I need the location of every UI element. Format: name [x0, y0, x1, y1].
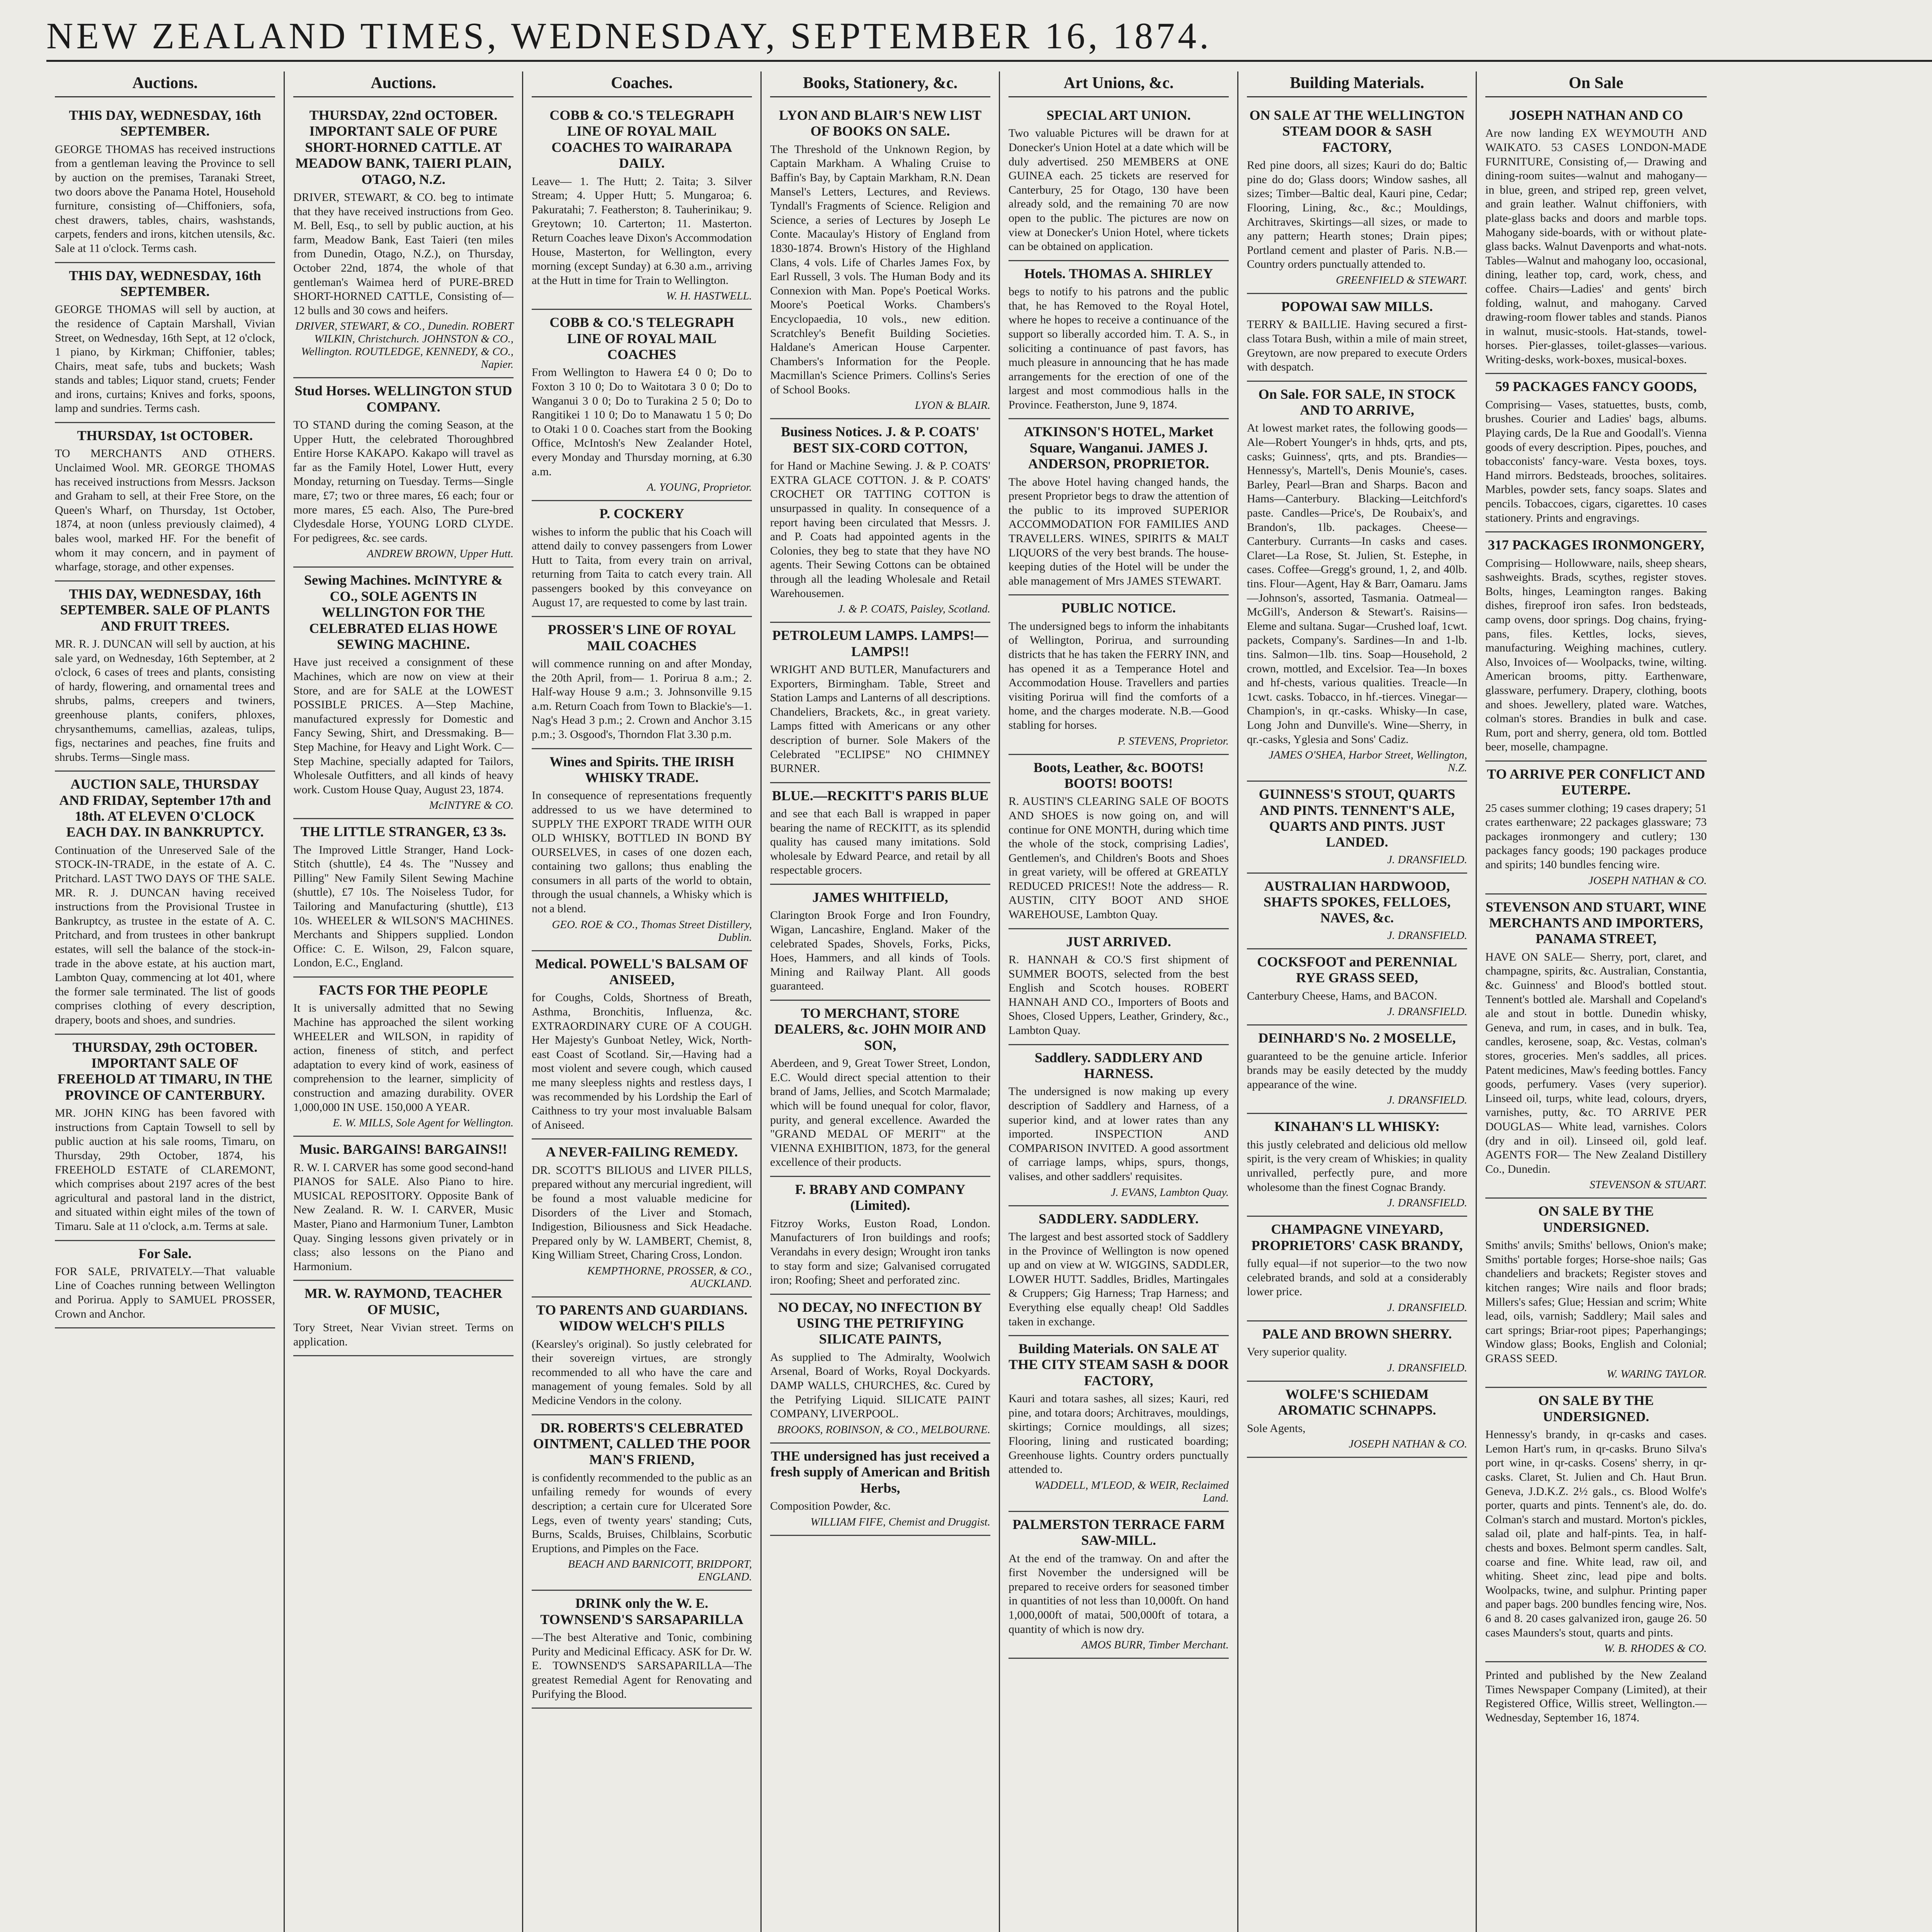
- ad-body: The largest and best assorted stock of Saddlery in the Province of Wellington is now opened up and on view at W. WIGGINS, SADDLER, LOWER HUTT. Saddles, Bridles, Martingales & Cruppers; Gig Harness; Trap Harness; and Everything else equally cheap! Old Saddles taken in exchange.: [1009, 1230, 1229, 1328]
- ad-body: Aberdeen, and 9, Great Tower Street, London, E.C. Would direct special attention to their brand of Jams, Jellies, and Scotch Marmalade; which will be found unequal for color, flavor, purity, and general excellence. Awarded the "GRAND MEDAL OF MERIT" at the VIENNA EXHIBITION, 1873, for the general excellence of their products.: [770, 1057, 990, 1169]
- advertisement: [532, 617, 752, 749]
- advertisement: [770, 1295, 990, 1444]
- advertisement: [55, 423, 275, 582]
- ad-heading: ATKINSON'S HOTEL, Market Square, Wanganui. JAMES J. ANDERSON, PROPRIETOR.: [1024, 424, 1214, 472]
- ad-heading: WOLFE'S SCHIEDAM AROMATIC SCHNAPPS.: [1278, 1386, 1436, 1418]
- advertisement: [532, 1139, 752, 1298]
- advertisement: [293, 978, 514, 1137]
- advertisement: [1247, 874, 1467, 949]
- ad-signature: WILLIAM FIFE, Chemist and Druggist.: [810, 1515, 990, 1528]
- ad-heading: THURSDAY, 29th OCTOBER. IMPORTANT SALE OF FREEHOLD AT TIMARU, IN THE PROVINCE OF CANTERBURY.: [57, 1039, 273, 1103]
- ad-signature: JOSEPH NATHAN & CO.: [1349, 1438, 1467, 1451]
- advertisement: [532, 1591, 752, 1709]
- advertisement: [770, 885, 990, 1001]
- ad-heading: FACTS FOR THE PEOPLE: [319, 982, 488, 998]
- ad-body: Leave— 1. The Hutt; 2. Taita; 3. Silver Stream; 4. Upper Hutt; 5. Mungaroa; 6. Pakuratahi; 7. Featherston; 8. Tauherinikau; 9. Greytown; 10. Carterton; 11. Masterton. Return Coaches leave Dixon's Accommodation House, Masterton, for Wellington, every morning (except Sunday) at 6.30 a.m., arriving at the Hutt in time for Train to Wellington.: [532, 175, 752, 287]
- ad-body: for Hand or Machine Sewing. J. & P. COATS' EXTRA GLACE COTTON. J. & P. COATS' CROCHET OR TATTING COTTON is unsurpassed in quality. In consequence of a report having been circulated that Messrs. J. and P. Coats had appointed agents in the Colonies, they beg to state that they have NO agents. Their Sewing Cottons can be obtained through all the leading Wholesale and Retail Warehousemen.: [770, 459, 990, 600]
- advertisement: [770, 1001, 990, 1177]
- ad-body: guaranteed to be the genuine article. Inferior brands may be easily detected by the muddy appearance of the wine.: [1247, 1049, 1467, 1091]
- ad-signature: A. YOUNG, Proprietor.: [646, 481, 752, 494]
- advertisement: [1485, 103, 1707, 374]
- ad-body: DRIVER, STEWART, & CO. beg to intimate that they have received instructions from Geo. M. Bell, Esq., to sell by public auction, at his farm, Meadow Bank, East Taieri (ten miles from Dunedin, Otago, N.Z.), on Thursday, October 22nd, 1874, the whole of that gentleman's Waimea herd of PURE-BRED SHORT-HORNED CATTLE, Consisting of—12 bulls and 30 cows and heifers.: [293, 190, 514, 317]
- ad-signature: STEVENSON & STUART.: [1589, 1179, 1707, 1191]
- advertisement: [770, 1177, 990, 1295]
- ad-heading: Music. BARGAINS! BARGAINS!!: [299, 1141, 507, 1157]
- ad-signature: J. EVANS, Lambton Quay.: [1111, 1186, 1229, 1199]
- advertisement: [293, 568, 514, 819]
- ad-heading: For Sale.: [138, 1245, 192, 1261]
- ad-body: MR. R. J. DUNCAN will sell by auction, at his sale yard, on Wednesday, 16th September, at 2 o'clock, 6 cases of trees and plants, consisting of hardy, flowering, and ornamental trees and shrubs, palms, creepers and twiners, greenhouse plants, conifers, phloxes, chrysanthemums, camellias, azaleas, tulips, figs, nectarines and peaches, fine fruits and shrubs. Terms—Single mass.: [55, 637, 275, 764]
- ad-heading: POPOWAI SAW MILLS.: [1281, 298, 1433, 314]
- advertisement: [55, 263, 275, 423]
- ad-body: Are now landing EX WEYMOUTH AND WAIKATO. 53 CASES LONDON-MADE FURNITURE, Consisting of,— Drawing and dining-room suites—walnut and mahogany—in blue, green, and striped rep, green velvet, and grain leather. Walnut chiffoniers, with plate-glass backs and doors and marble tops. Mahogany side-boards, with or without plate-glass backs. Walnut Davenports and what-nots. Tables—Walnut and mahogany loo, occasional, dining, leather top, card, work, chess, and coffee. Chairs—Ladies' and gents' birch folding, walnut, and mahogany. Carved drawing-room flower tables and stands. Pianos in walnut, music-stools. Hat-stands, towel-horses. Pier-glasses, toilet-glasses—various. Writing-desks, work-boxes, musical-boxes.: [1485, 127, 1707, 366]
- ad-body: —The best Alterative and Tonic, combining Purity and Medicinal Efficacy. ASK for Dr. W. E. TOWNSEND'S SARSAPARILLA—The greatest Remedial Agent for Renovating and Purifying the Blood.: [532, 1631, 752, 1701]
- ad-heading: MR. W. RAYMOND, TEACHER OF MUSIC,: [304, 1286, 503, 1317]
- printer-imprint: Printed and published by the New Zealand Times Newspaper Company (Limited), at their Registered Office, Willis street, Wellington.—Wednesday, September 16, 1874.: [1485, 1669, 1707, 1724]
- ad-body: In consequence of representations frequently addressed to us we have determined to SUPPLY THE EXPORT TRADE WITH OUR OLD WHISKY, BOTTLED IN BOND BY OURSELVES, in cases of one dozen each, containing two gallons; thus enabling the consumers in all parts of the world to obtain, through the usual channels, a Whisky which is not a blend.: [532, 789, 752, 915]
- advertisement: [1247, 382, 1467, 782]
- ad-heading: F. BRABY AND COMPANY (Limited).: [795, 1181, 966, 1213]
- advertisement: [55, 772, 275, 1034]
- ad-heading: THIS DAY, WEDNESDAY, 16th SEPTEMBER. SALE OF PLANTS AND FRUIT TREES.: [60, 586, 270, 634]
- ad-heading: ON SALE AT THE WELLINGTON STEAM DOOR & SASH FACTORY,: [1249, 107, 1465, 155]
- advertisement: [55, 1035, 275, 1241]
- ad-heading: PETROLEUM LAMPS. LAMPS!—LAMPS!!: [772, 628, 988, 659]
- ad-body: will commence running on and after Monday, the 20th April, from— 1. Porirua 8 a.m.; 2. Half-way House 9 a.m.; 3. Johnsonville 9.15 a.m. Return Coach from Town to Blackie's—1. Nag's Head 3 p.m.; 2. Crown and Anchor 3.15 p.m.; 3. Osgood's, Thorndon Flat 3.30 p.m.: [532, 657, 752, 741]
- ad-body: At the end of the tramway. On and after the first November the undersigned will be prepared to receive orders for seasoned timber in quantities of not less than 10,000ft. On hand 1,000,000ft of matai, 500,000ft of totara, a quantity of which is now dry.: [1009, 1552, 1229, 1636]
- ad-body: The Threshold of the Unknown Region, by Captain Markham. A Whaling Cruise to Baffin's Bay, by Captain Markham, R.N. Dean Mansel's Letters, Lectures, and Reviews. Tyndall's Fragments of Science. Religion and Science, a series of Lectures by Joseph Le Conte. Macaulay's History of England from 1830-1874. Brown's History of the Highland Clans, 4 vols. Life of Charles James Fox, by Earl Russell, 3 vols. The Human Body and its Connexion with Man. Pope's Poetical Works. Moore's Poetical Works. Chambers's Encyclopaedia, 10 vols., new edition. Scratchley's Benefit Building Societies. Haldane's American House Carpenter. Chambers's Information for the People. Macmillan's Science Primers. Collins's Series of School Books.: [770, 143, 990, 396]
- advertisement: [55, 1241, 275, 1329]
- ad-body: Hennessy's brandy, in qr-casks and cases. Lemon Hart's rum, in qr-casks. Bruno Silva's port wine, in qr-casks. Cosens' sherry, in qr-casks. Claret, St. Julien and Ch. Haut Brun. Geneva, J.D.K.Z. 2½ gals., cs. Blood Wolfe's porter, quarts and pints. Tennent's ale, do. do. Colman's starch and mustard. Morton's pickles, salad oil, plate and half-pints. Tea, in half-chests and boxes. Belmont sperm candles. Salt, coarse and fine. White lead, raw oil, and whiting. Sheet zinc, lead pipe and bolts. Woolpacks, twine, and sulphur. Printing paper and paper bags. 200 bundles fencing wire, Nos. 6 and 8. 20 cases galvanized iron, gauge 26. 50 cases Maunders's stout, quarts and pints.: [1485, 1428, 1707, 1639]
- ad-signature: J. DRANSFIELD.: [1387, 853, 1467, 866]
- ad-signature: W. B. RHODES & CO.: [1604, 1642, 1707, 1655]
- ad-body: HAVE ON SALE— Sherry, port, claret, and champagne, spirits, &c. Australian, Constantia, &c. Guinness' and Blood's bottled stout. Tennent's bottled ale. Marshall and Copeland's ale and stout in bottle. Dunedin whisky, Geneva, and rum, in cases, and in bulk. Tea, candles, kerosene, soap, &c. Vestas, colman's stores, groceries. Men's saddles, all prices. Patent medicines, Maw's feeding bottles. Fancy goods, perfumery. Vases (very superior). Linseed oil, turps, white lead, colours, dryers, varnishes, putty, &c. TO ARRIVE PER DOUGLAS— White lead, varnishes. Colors (dry and in oil). Linseed oil, gold leaf. AGENTS FOR— The New Zealand Distillery Co., Dunedin.: [1485, 950, 1707, 1175]
- advertisement: [532, 1415, 752, 1591]
- advertisement: [1247, 1114, 1467, 1217]
- ad-heading: STEVENSON AND STUART, WINE MERCHANTS AND IMPORTERS, PANAMA STREET,: [1485, 899, 1707, 947]
- ad-heading: THURSDAY, 22nd OCTOBER. IMPORTANT SALE OF PURE SHORT-HORNED CATTLE. AT MEADOW BANK, TAIERI PLAIN, OTAGO, N.Z.: [295, 107, 512, 187]
- ad-heading: 317 PACKAGES IRONMONGERY,: [1488, 537, 1704, 553]
- ad-body: TO STAND during the coming Season, at the Upper Hutt, the celebrated Thoroughbred Entire Horse KAKAPO. Kakapo will travel as far as the Family Hotel, Lower Hutt, every Monday, returning on Tuesday. Terms—Single mare, £7; two or three mares, £6 each; four or more mares, £5 each. Also, The Pure-bred Clydesdale Horse, YOUNG LORD CLYDE. For pedigrees, &c. see cards.: [293, 418, 514, 544]
- ad-signature: ANDREW BROWN, Upper Hutt.: [367, 548, 514, 560]
- ad-body: Red pine doors, all sizes; Kauri do do; Baltic pine do do; Glass doors; Window sashes, all sizes; Timber—Baltic deal, Kauri pine, Cedar; Flooring, Lining, &c., &c.; Mouldings, Architraves, Skirtings—all sizes, or made to any pattern; Hearth stones; Drain pipes; Portland cement and plaster of Paris. N.B.—Country orders punctually attended to.: [1247, 159, 1467, 271]
- ad-heading: P. COCKERY: [599, 506, 684, 522]
- ad-signature: E. W. MILLS, Sole Agent for Wellington.: [333, 1117, 514, 1129]
- advertisement: [1009, 1512, 1229, 1659]
- ad-body: GEORGE THOMAS has received instructions from a gentleman leaving the Province to sell by auction on the premises, Taranaki Street, two doors above the Panama Hotel, Household furniture, consisting of—Chiffoniers, sofa, chest drawers, tables, chairs, washstands, carpets, fenders and irons, kitchen utensils, &c. Sale at 11 o'clock. Terms cash.: [55, 143, 275, 255]
- ad-body: Very superior quality.: [1247, 1345, 1347, 1359]
- ad-body: Continuation of the Unreserved Sale of the STOCK-IN-TRADE, in the estate of A. C. Pritchard. LAST TWO DAYS OF THE SALE. MR. R. J. DUNCAN having received instructions from the Provisional Trustee in Bankruptcy, as trustee in the estate of A. C. Pritchard, and from trustees in other bankrupt estates, will sell the balance of the stock-in-trade in the above estate, at his auction mart, Lambton Quay, commencing at lot 401, where the former sale terminated. The list of goods comprises clothing of every description, drapery, boots and shoes, and sundries.: [55, 844, 275, 1026]
- column-heading: Coaches.: [532, 71, 752, 97]
- ad-body: Canterbury Cheese, Hams, and BACON.: [1247, 989, 1437, 1002]
- ad-heading: TO PARENTS AND GUARDIANS. WIDOW WELCH'S PILLS: [536, 1302, 748, 1334]
- advertisement: [293, 103, 514, 378]
- advertisement: [1009, 1336, 1229, 1512]
- ad-body: R. HANNAH & CO.'S first shipment of SUMMER BOOTS, selected from the best English and Scotch houses. ROBERT HANNAH AND CO., Importers of Boots and Shoes, Closed Uppers, Leather, Grindery, &c., Lambton Quay.: [1009, 953, 1229, 1037]
- masthead: [46, 12, 1932, 62]
- ad-heading: THURSDAY, 1st OCTOBER.: [77, 428, 253, 444]
- ad-heading: PALMERSTON TERRACE FARM SAW-MILL.: [1012, 1516, 1225, 1548]
- ad-body: TO MERCHANTS AND OTHERS. Unclaimed Wool. MR. GEORGE THOMAS has received instructions from Messrs. Jackson and Graham to sell, at their Free Store, on the Queen's Wharf, on Thursday, 1st October, 1874, at noon (unless previously claimed), 4 bales wool, marked HF. For the benefit of whom it may concern, and in payment of wharfage, storage, and other expenses.: [55, 447, 275, 573]
- advertisement: [1485, 374, 1707, 532]
- advertisement: [770, 419, 990, 623]
- column-heading: Auctions.: [55, 71, 275, 97]
- advertisement: [1485, 895, 1707, 1199]
- ad-body: R. W. I. CARVER has some good second-hand PIANOS for SALE. Also Piano to hire. MUSICAL REPOSITORY. Opposite Bank of New Zealand. R. W. I. CARVER, Music Master, Piano and Harmonium Tuner, Lambton Quay. Singing lessons given privately or in class; also lessons on the Piano and Harmonium.: [293, 1161, 514, 1273]
- columns: [46, 71, 1932, 1932]
- advertisement: [1009, 103, 1229, 261]
- ad-heading: ON SALE BY THE UNDERSIGNED.: [1538, 1203, 1654, 1235]
- advertisement: [293, 378, 514, 568]
- advertisement: [532, 1298, 752, 1415]
- ad-heading: Saddlery. SADDLERY AND HARNESS.: [1034, 1049, 1203, 1081]
- ad-heading: DEINHARD'S No. 2 MOSELLE,: [1258, 1030, 1456, 1046]
- ad-heading: CHAMPAGNE VINEYARD, PROPRIETORS' CASK BRANDY,: [1251, 1221, 1463, 1253]
- ad-heading: Hotels. THOMAS A. SHIRLEY: [1024, 265, 1213, 281]
- ad-heading: Sewing Machines. McINTYRE & CO., SOLE AGENTS IN WELLINGTON FOR THE CELEBRATED ELIAS HOWE SEWING MACHINE.: [304, 572, 503, 652]
- ad-body: The undersigned begs to inform the inhabitants of Wellington, Porirua, and surrounding districts that he has taken the FERRY INN, and has opened it as a Temperance Hotel and Accommodation House. Travellers and parties visiting Porirua will find the comforts of a home, and the charges moderate. N.B.—Good stabling for horses.: [1009, 619, 1229, 731]
- advertisement: [770, 1444, 990, 1536]
- ad-body: begs to notify to his patrons and the public that, he has Removed to the Royal Hotel, where he hopes to receive a continuance of the support so liberally accorded him. T. A. S., in soliciting a continuance of past favors, has much pleasure in announcing that he has made arrangements for the erection of one of the largest and most commodious halls in the Province. Featherston, June 9, 1874.: [1009, 285, 1229, 411]
- ad-body: Tory Street, Near Vivian street. Terms on application.: [293, 1321, 514, 1348]
- ad-heading: DR. ROBERTS'S CELEBRATED OINTMENT, CALLED THE POOR MAN'S FRIEND,: [533, 1420, 751, 1468]
- advertisement: [1009, 1045, 1229, 1206]
- ad-body: and see that each Ball is wrapped in paper bearing the name of RECKITT, as its splendid quality has caused many imitations. Sold wholesale by Edward Pearce, and retail by all respectable grocers.: [770, 807, 990, 877]
- ad-body: fully equal—if not superior—to the two now celebrated brands, and sold at a considerably lower price.: [1247, 1257, 1467, 1298]
- advertisement: [532, 501, 752, 617]
- ad-body: TERRY & BAILLIE. Having secured a first-class Totara Bush, within a mile of main street, Greytown, are now prepared to execute Orders with despatch.: [1247, 318, 1467, 374]
- ad-heading: On Sale. FOR SALE, IN STOCK AND TO ARRIVE,: [1258, 386, 1456, 418]
- advertisement: [1247, 1217, 1467, 1321]
- column-heading: Building Materials.: [1247, 71, 1467, 97]
- ad-heading: AUCTION SALE, THURSDAY AND FRIDAY, September 17th and 18th. AT ELEVEN O'CLOCK EACH DAY. IN BANKRUPTCY.: [59, 776, 271, 840]
- ad-body: Comprising— Hollowware, nails, sheep shears, sashweights. Brads, scythes, register stoves. Bolts, hinges, Leamington ranges. Baking dishes, fireproof iron safes. Iron bedsteads, camp ovens, door springs. Dog chains, frying-pans, files. Kettles, locks, sieves, manufacturing. Weighing machines, cutlery. Also, Invoices of— Woolpacks, twine, wilting. American brooms, pitty. Earthenware, glassware, perfumery. Drapery, clothing, boots and shoes. Jewellery, plated ware. Watches, colman's stores. Brandies in bulk and case. Rum, port and sherry, genera, old tom. Bottled beer, moselle, champagne.: [1485, 556, 1707, 753]
- ad-signature: W. WARING TAYLOR.: [1606, 1368, 1707, 1381]
- ad-signature: GEO. ROE & CO., Thomas Street Distillery, Dublin.: [552, 918, 752, 944]
- advertisement: [1485, 1388, 1707, 1662]
- ad-body: Fitzroy Works, Euston Road, London. Manufacturers of Iron buildings and roofs; Verandahs in every design; Wrought iron tanks to stay form and size; Galvanised corrugated iron; Roofing; Sheet and perforated zinc.: [770, 1217, 990, 1287]
- ad-heading: SPECIAL ART UNION.: [1046, 107, 1191, 123]
- ad-signature: JAMES O'SHEA, Harbor Street, Wellington, N.Z.: [1269, 749, 1467, 774]
- ad-heading: ON SALE BY THE UNDERSIGNED.: [1538, 1393, 1654, 1424]
- ad-signature: J. DRANSFIELD.: [1387, 1361, 1467, 1374]
- advertisement: [1009, 929, 1229, 1045]
- advertisement: [1247, 1382, 1467, 1458]
- ad-signature: McINTYRE & CO.: [429, 799, 514, 812]
- ad-body: 25 cases summer clothing; 19 cases drapery; 51 crates earthenware; 22 packages glassware; 73 packages ironmongery and cutlery; 130 packages fancy goods; 190 packages produce and spirits; 140 bundles fencing wire.: [1485, 801, 1707, 871]
- ad-heading: PROSSER'S LINE OF ROYAL MAIL COACHES: [548, 622, 736, 653]
- ad-heading: Business Notices. J. & P. COATS' BEST SIX-CORD COTTON,: [781, 424, 980, 456]
- ad-body: this justly celebrated and delicious old mellow spirit, is the very cream of Whiskies; in quality unrivalled, perfectly pure, and more wholesome than the finest Cognac Brandy.: [1247, 1138, 1467, 1194]
- advertisement: [1247, 1321, 1467, 1382]
- ad-heading: Boots, Leather, &c. BOOTS! BOOTS! BOOTS!: [1033, 759, 1204, 791]
- ad-signature: J. DRANSFIELD.: [1387, 1197, 1467, 1209]
- column-7: [1477, 71, 1715, 1932]
- ad-body: FOR SALE, PRIVATELY.—That valuable Line of Coaches running between Wellington and Porirua. Apply to SAMUEL PROSSER, Crown and Anchor.: [55, 1265, 275, 1320]
- ad-heading: JAMES WHITFIELD,: [812, 889, 948, 905]
- ad-heading: AUSTRALIAN HARDWOOD, SHAFTS SPOKES, FELLOES, NAVES, &c.: [1263, 878, 1451, 926]
- ad-body: R. AUSTIN'S CLEARING SALE OF BOOTS AND SHOES is now going on, and will continue for ONE MONTH, during which time the whole of the stock, comprising Ladies', Gentlemen's, and Children's Boots and Shoes in great variety, will be offered at GREATLY REDUCED PRICES!! Note the address— R. AUSTIN, CITY BOOT AND SHOE WAREHOUSE, Lambton Quay.: [1009, 795, 1229, 921]
- ad-heading: JOSEPH NATHAN AND CO: [1509, 107, 1683, 123]
- ad-heading: BLUE.—RECKITT'S PARIS BLUE: [772, 787, 989, 803]
- advertisement: [770, 623, 990, 783]
- ad-heading: TO ARRIVE PER CONFLICT AND EUTERPE.: [1487, 766, 1705, 798]
- column-heading: Books, Stationery, &c.: [770, 71, 990, 97]
- ad-body: GEORGE THOMAS will sell by auction, at the residence of Captain Marshall, Vivian Street, on Wednesday, 16th Sept, at 12 o'clock, 1 piano, by Kirkman; Chiffonier, tables; Chairs, meat safe, tubs and buckets; Wash stands and tables; Liquor stand, cruets; Fender and irons, curtains; Knives and forks, spoons, lamp and sundries. Terms cash.: [55, 303, 275, 415]
- ad-signature: BROOKS, ROBINSON, & CO., MELBOURNE.: [777, 1423, 990, 1436]
- ad-body: Clarington Brook Forge and Iron Foundry, Wigan, Lancashire, England. Maker of the celebrated Spades, Shovels, Forks, Picks, Hoes, Hammers, and all kinds of Tools. Mining and Railway Plant. All goods guaranteed.: [770, 909, 990, 993]
- ad-heading: THE undersigned has just received a fresh supply of American and British Herbs,: [770, 1448, 990, 1496]
- column-6: [1238, 71, 1477, 1932]
- ad-heading: COBB & CO.'S TELEGRAPH LINE OF ROYAL MAIL COACHES: [549, 315, 734, 362]
- ad-heading: Building Materials. ON SALE AT THE CITY STEAM SASH & DOOR FACTORY,: [1009, 1341, 1229, 1388]
- advertisement: [1009, 419, 1229, 595]
- advertisement: [770, 103, 990, 419]
- ad-signature: AMOS BURR, Timber Merchant.: [1081, 1639, 1229, 1651]
- ad-body: MR. JOHN KING has been favored with instructions from Captain Towsell to sell by public auction at his sale rooms, Timaru, on Thursday, 29th October, 1874, his FREEHOLD ESTATE of CLAREMONT, which comprises about 2197 acres of the best agricultural and pastoral land in the district, and situated within eight miles of the town of Timaru. Sale at 11 o'clock, a.m. Terms at sale.: [55, 1107, 275, 1233]
- ad-signature: WADDELL, M'LEOD, & WEIR, Reclaimed Land.: [1034, 1479, 1229, 1504]
- advertisement: [1247, 1026, 1467, 1114]
- ad-signature: W. H. HASTWELL.: [666, 290, 752, 303]
- ad-body: Have just received a consignment of these Machines, which are now on view at their Store, and are for SALE at the LOWEST POSSIBLE PRICES. A—Step Machine, manufactured expressly for Domestic and Fancy Sewing, Shirt, and Dressmaking. B—Step Machine, for Heavy and Light Work. C—Step Machine, specially adapted for Tailors, Wholesale Outfitters, and all kinds of heavy work. Custom House Quay, August 23, 1874.: [293, 656, 514, 796]
- ad-body: Smiths' anvils; Smiths' bellows, Onion's make; Smiths' portable forges; Horse-shoe nails; Gas chandeliers and brackets; Register stoves and kitchen ranges; Wire nails and floor brads; Millers's safes; Glue; Hessian and scrim; White lead, oils, varnish; Saddlery; Mail sales and cart springs; Briar-root pipes; Paperhangings; Window glass; Books, English and Colonial; GRASS SEED.: [1485, 1239, 1707, 1365]
- ad-signature: J. DRANSFIELD.: [1387, 929, 1467, 942]
- ad-heading: LYON AND BLAIR'S NEW LIST OF BOOKS ON SALE.: [779, 107, 982, 139]
- ad-heading: KINAHAN'S LL WHISKY:: [1274, 1119, 1440, 1134]
- ad-heading: THE LITTLE STRANGER, £3 3s.: [300, 824, 507, 840]
- advertisement: [1485, 762, 1707, 895]
- ad-body: WRIGHT AND BUTLER, Manufacturers and Exporters, Birmingham. Table, Street and Station Lamps and Lanterns of all descriptions. Chandeliers, Brackets, &c., in great variety. Lamps fitted with Americans or any other description of burner. Sole Makers of the Celebrated "ECLIPSE" NO CHIMNEY BURNER.: [770, 663, 990, 775]
- ad-heading: A NEVER-FAILING REMEDY.: [546, 1144, 738, 1160]
- ad-heading: PUBLIC NOTICE.: [1061, 600, 1176, 616]
- advertisement: [1247, 949, 1467, 1026]
- advertisement: [532, 951, 752, 1140]
- ad-body: From Wellington to Hawera £4 0 0; Do to Foxton 3 10 0; Do to Waitotara 3 0 0; Do to Wanganui 3 0 0; Do to Turakina 2 5 0; Do to Rangitikei 1 10 0; Do to Manawatu 1 5 0; Do to Otaki 1 0 0. Coaches start from the Booking Office, McIntosh's New Zealander Hotel, every Monday and Thursday morning, at 6.30 a.m.: [532, 366, 752, 478]
- advertisement: [293, 1281, 514, 1356]
- ad-heading: DRINK only the W. E. TOWNSEND'S SARSAPARILLA: [540, 1595, 743, 1627]
- ad-signature: KEMPTHORNE, PROSSER, & CO., AUCKLAND.: [587, 1264, 752, 1290]
- ad-signature: P. STEVENS, Proprietor.: [1117, 735, 1229, 747]
- ad-body: for Coughs, Colds, Shortness of Breath, Asthma, Bronchitis, Influenza, &c. EXTRAORDINARY CURE OF A COUGH. Her Majesty's Gunboat Netley, Wick, North-east Coast of Scotland. Sir,—Having had a most violent and severe cough, which caused me many sleepless nights and restless days, I was recommended by his Lordship the Earl of Caithness to try your most invaluable Balsam of Aniseed.: [532, 991, 752, 1131]
- advertisement: [532, 749, 752, 951]
- ad-body: Kauri and totara sashes, all sizes; Kauri, red pine, and totara doors; Architraves, mouldings, skirtings; Cornice mouldings, all sizes; Flooring, lining and rusticated boarding; Greenhouse lights. Country orders punctually attended to.: [1009, 1392, 1229, 1476]
- ad-heading: THIS DAY, WEDNESDAY, 16th SEPTEMBER.: [69, 107, 261, 139]
- ad-heading: COCKSFOOT and PERENNIAL RYE GRASS SEED,: [1257, 954, 1457, 986]
- ad-heading: PALE AND BROWN SHERRY.: [1262, 1326, 1452, 1342]
- ad-body: At lowest market rates, the following goods— Ale—Robert Younger's in hhds, qrts, and pts, casks; Guinness', qrts, and pts. Brandies—Hennessy's, Martell's, Denis Mounie's, cases. Barley, Pearl—Bran and Sharps. Bacon and Hams—Canterbury. Blacking—Leitchford's paste. Candles—Price's, De Roubaix's, and Brandon's, 1lb. packages. Cheese—Canterbury. Currants—In casks and cases. Claret—La Rose, St. Julien, St. Estephe, in cases. Coffee—Gregg's ground, 1, 2, and 40lb. tins. Flour—Agent, Hay & Barr, Oamaru. Jams—Johnson's, assorted, Tasmania. Oatmeal—McGill's, Anderson & Stewart's. Raisins—Eleme and sultana. Sugar—Crushed loaf, 1cwt. packets, Company's. Sardines—In and 1-lb. tins. Salmon—1lb. tins. Soap—Household, 2 crown, mottled, and Excelsior. Tea—In boxes and hf-chests, various qualities. Treacle—In 1cwt. casks. Tobacco, in hf.-tierces. Vinegar—Champion's, in qr.-casks. Whisky—In case, Long John and Dunville's. Wine—Sherry, in qr.-casks, Yglesia and Sons' Cadiz.: [1247, 422, 1467, 746]
- ad-heading: Wines and Spirits. THE IRISH WHISKY TRADE.: [549, 753, 734, 785]
- ad-heading: Medical. POWELL'S BALSAM OF ANISEED,: [535, 956, 749, 988]
- column-1: [46, 71, 285, 1932]
- advertisement: [532, 310, 752, 501]
- advertisement: [1247, 103, 1467, 294]
- ad-body: wishes to inform the public that his Coach will attend daily to convey passengers from Lower Hutt to Taita, from every train on arrival, returning from Taita to catch every train. All passengers booked by this conveyance on August 17, are requested to come by last train.: [532, 525, 752, 609]
- advertisement: [1009, 755, 1229, 929]
- ad-body: It is universally admitted that no Sewing Machine has approached the silent working WHEELER and WILSON, in rapidity of action, fineness of stitch, and perfect adaptation to every kind of work, easiness of comprehension to the learner, simplicity of construction and amazing durability. OVER 1,000,000 IN USE. 150,000 A YEAR.: [293, 1002, 514, 1114]
- ad-heading: TO MERCHANT, STORE DEALERS, &c. JOHN MOIR AND SON,: [774, 1005, 986, 1053]
- advertisement: [1009, 1206, 1229, 1337]
- ad-signature: J. & P. COATS, Paisley, Scotland.: [838, 603, 990, 616]
- ad-signature: LYON & BLAIR.: [915, 399, 990, 412]
- column-5: [1000, 71, 1238, 1932]
- ad-body: The undersigned is now making up every description of Saddlery and Harness, of a superior kind, and at lower rates than any imported. INSPECTION AND COMPARISON INVITED. A good assortment of carriage lamps, whips, spurs, thongs, valises, and other saddlers' requisites.: [1009, 1085, 1229, 1183]
- column-2: [285, 71, 523, 1932]
- advertisement: [1247, 782, 1467, 874]
- ad-heading: NO DECAY, NO INFECTION BY USING THE PETRIFYING SILICATE PAINTS,: [778, 1299, 983, 1347]
- ad-body: Sole Agents,: [1247, 1422, 1306, 1435]
- advertisement: [1485, 1199, 1707, 1388]
- ad-signature: J. DRANSFIELD.: [1387, 1005, 1467, 1018]
- ad-heading: THIS DAY, WEDNESDAY, 16th SEPTEMBER.: [69, 267, 261, 299]
- ad-signature: BEACH AND BARNICOTT, BRIDPORT, ENGLAND.: [568, 1558, 752, 1583]
- column-heading: Art Unions, &c.: [1009, 71, 1229, 97]
- ad-body: (Kearsley's original). So justly celebrated for their sovereign virtues, are strongly recommended to all who have the care and management of young females. Sold by all Medicine Vendors in the colony.: [532, 1337, 752, 1407]
- ad-body: The above Hotel having changed hands, the present Proprietor begs to draw the attention of the public to its improved SUPERIOR ACCOMMODATION FOR FAMILIES AND TRAVELLERS. WINES, SPIRITS & MALT LIQUORS of the very best brands. The house-keeping duties of the Hotel will be under the able management of Mrs JAMES STEWART.: [1009, 475, 1229, 587]
- ad-body: As supplied to The Admiralty, Woolwich Arsenal, Board of Works, Royal Dockyards. DAMP WALLS, CHURCHES, &c. Cured by the Petrifying Liquid. SILICATE PAINT COMPANY, LIVERPOOL.: [770, 1350, 990, 1420]
- advertisement: [1009, 595, 1229, 755]
- ad-heading: COBB & CO.'S TELEGRAPH LINE OF ROYAL MAIL COACHES TO WAIRARAPA DAILY.: [549, 107, 734, 171]
- advertisement: [1247, 294, 1467, 382]
- ad-heading: GUINNESS'S STOUT, QUARTS AND PINTS. TENNENT'S ALE, QUARTS AND PINTS. JUST LANDED.: [1259, 786, 1456, 850]
- advertisement: [55, 103, 275, 263]
- column-heading: On Sale: [1485, 71, 1707, 97]
- ad-signature: J. DRANSFIELD.: [1387, 1094, 1467, 1107]
- ad-heading: JUST ARRIVED.: [1066, 934, 1171, 949]
- ad-signature: JOSEPH NATHAN & CO.: [1588, 874, 1707, 887]
- ad-heading: Stud Horses. WELLINGTON STUD COMPANY.: [294, 383, 512, 415]
- column-4: [762, 71, 1000, 1932]
- ad-body: The Improved Little Stranger, Hand Lock-Stitch (shuttle), £4 4s. The "Nussey and Pilling" New Family Silent Sewing Machine (shuttle), £7 10s. The Noiseless Tudor, for Tailoring and Manufacturing (shuttle), £13 10s. WHEELER & WILSON'S MACHINES. Merchants and Shippers supplied. London Office: C. E. Wilson, 29, Falcon square, London, E.C., England.: [293, 843, 514, 969]
- advertisement: [293, 819, 514, 978]
- advertisement: [770, 783, 990, 885]
- ad-body: Composition Powder, &c.: [770, 1500, 891, 1513]
- column-3: [523, 71, 762, 1932]
- ad-heading: SADDLERY. SADDLERY.: [1039, 1211, 1199, 1226]
- ad-body: DR. SCOTT'S BILIOUS and LIVER PILLS, prepared without any mercurial ingredient, will be found a most valuable medicine for Disorders of the Liver and Stomach, Indigestion, Biliousness and Sick Headache. Prepared only by W. LAMBERT, Chemist, 8, King William Street, Charing Cross, London.: [532, 1163, 752, 1262]
- column-heading: Auctions.: [293, 71, 514, 97]
- ad-signature: J. DRANSFIELD.: [1387, 1301, 1467, 1314]
- advertisement: [293, 1137, 514, 1281]
- advertisement: [1009, 261, 1229, 420]
- ad-signature: GREENFIELD & STEWART.: [1336, 274, 1467, 286]
- advertisement: [55, 582, 275, 772]
- ad-heading: 59 PACKAGES FANCY GOODS,: [1495, 379, 1697, 395]
- ad-signature: DRIVER, STEWART, & CO., Dunedin. ROBERT WILKIN, Christchurch. JOHNSTON & CO., Wellington. ROUTLEDGE, KENNEDY, & CO., Napier.: [295, 320, 514, 371]
- advertisement: [1485, 532, 1707, 762]
- masthead-title: NEW ZEALAND TIMES, WEDNESDAY, SEPTEMBER 16, 1874.: [46, 15, 1212, 56]
- ad-body: Two valuable Pictures will be drawn for at Donecker's Union Hotel at a date which will be duly advertised. 250 MEMBERS at ONE GUINEA each. 25 tickets are reserved for Canterbury, 25 for Otago, 130 have been already sold, and the remaining 70 are now open to the public. The pictures are now on view at Donecker's Union Hotel, where tickets can be obtained on application.: [1009, 127, 1229, 253]
- ad-body: is confidently recommended to the public as an unfailing remedy for wounds of every description; a certain cure for Ulcerated Sore Legs, even of twenty years' standing; Cuts, Burns, Scalds, Bruises, Chilblains, Scorbutic Eruptions, and Pimples on the Face.: [532, 1471, 752, 1555]
- ad-body: Comprising— Vases, statuettes, busts, comb, brushes. Courier and Ladies' bags, albums. Playing cards, De la Rue and Goodall's. Vienna goods of every description. Pipes, pouches, and tobacconists' fancy-ware. Vesta boxes, toys. Hand mirrors. Bedsteads, brooches, solitaires. Marbles, powder sets, fancy soaps. Slates and pencils. Tobaccoes, cigars, cigarettes. 10 cases stationery. Prints and engravings.: [1485, 398, 1707, 524]
- advertisement: [532, 103, 752, 310]
